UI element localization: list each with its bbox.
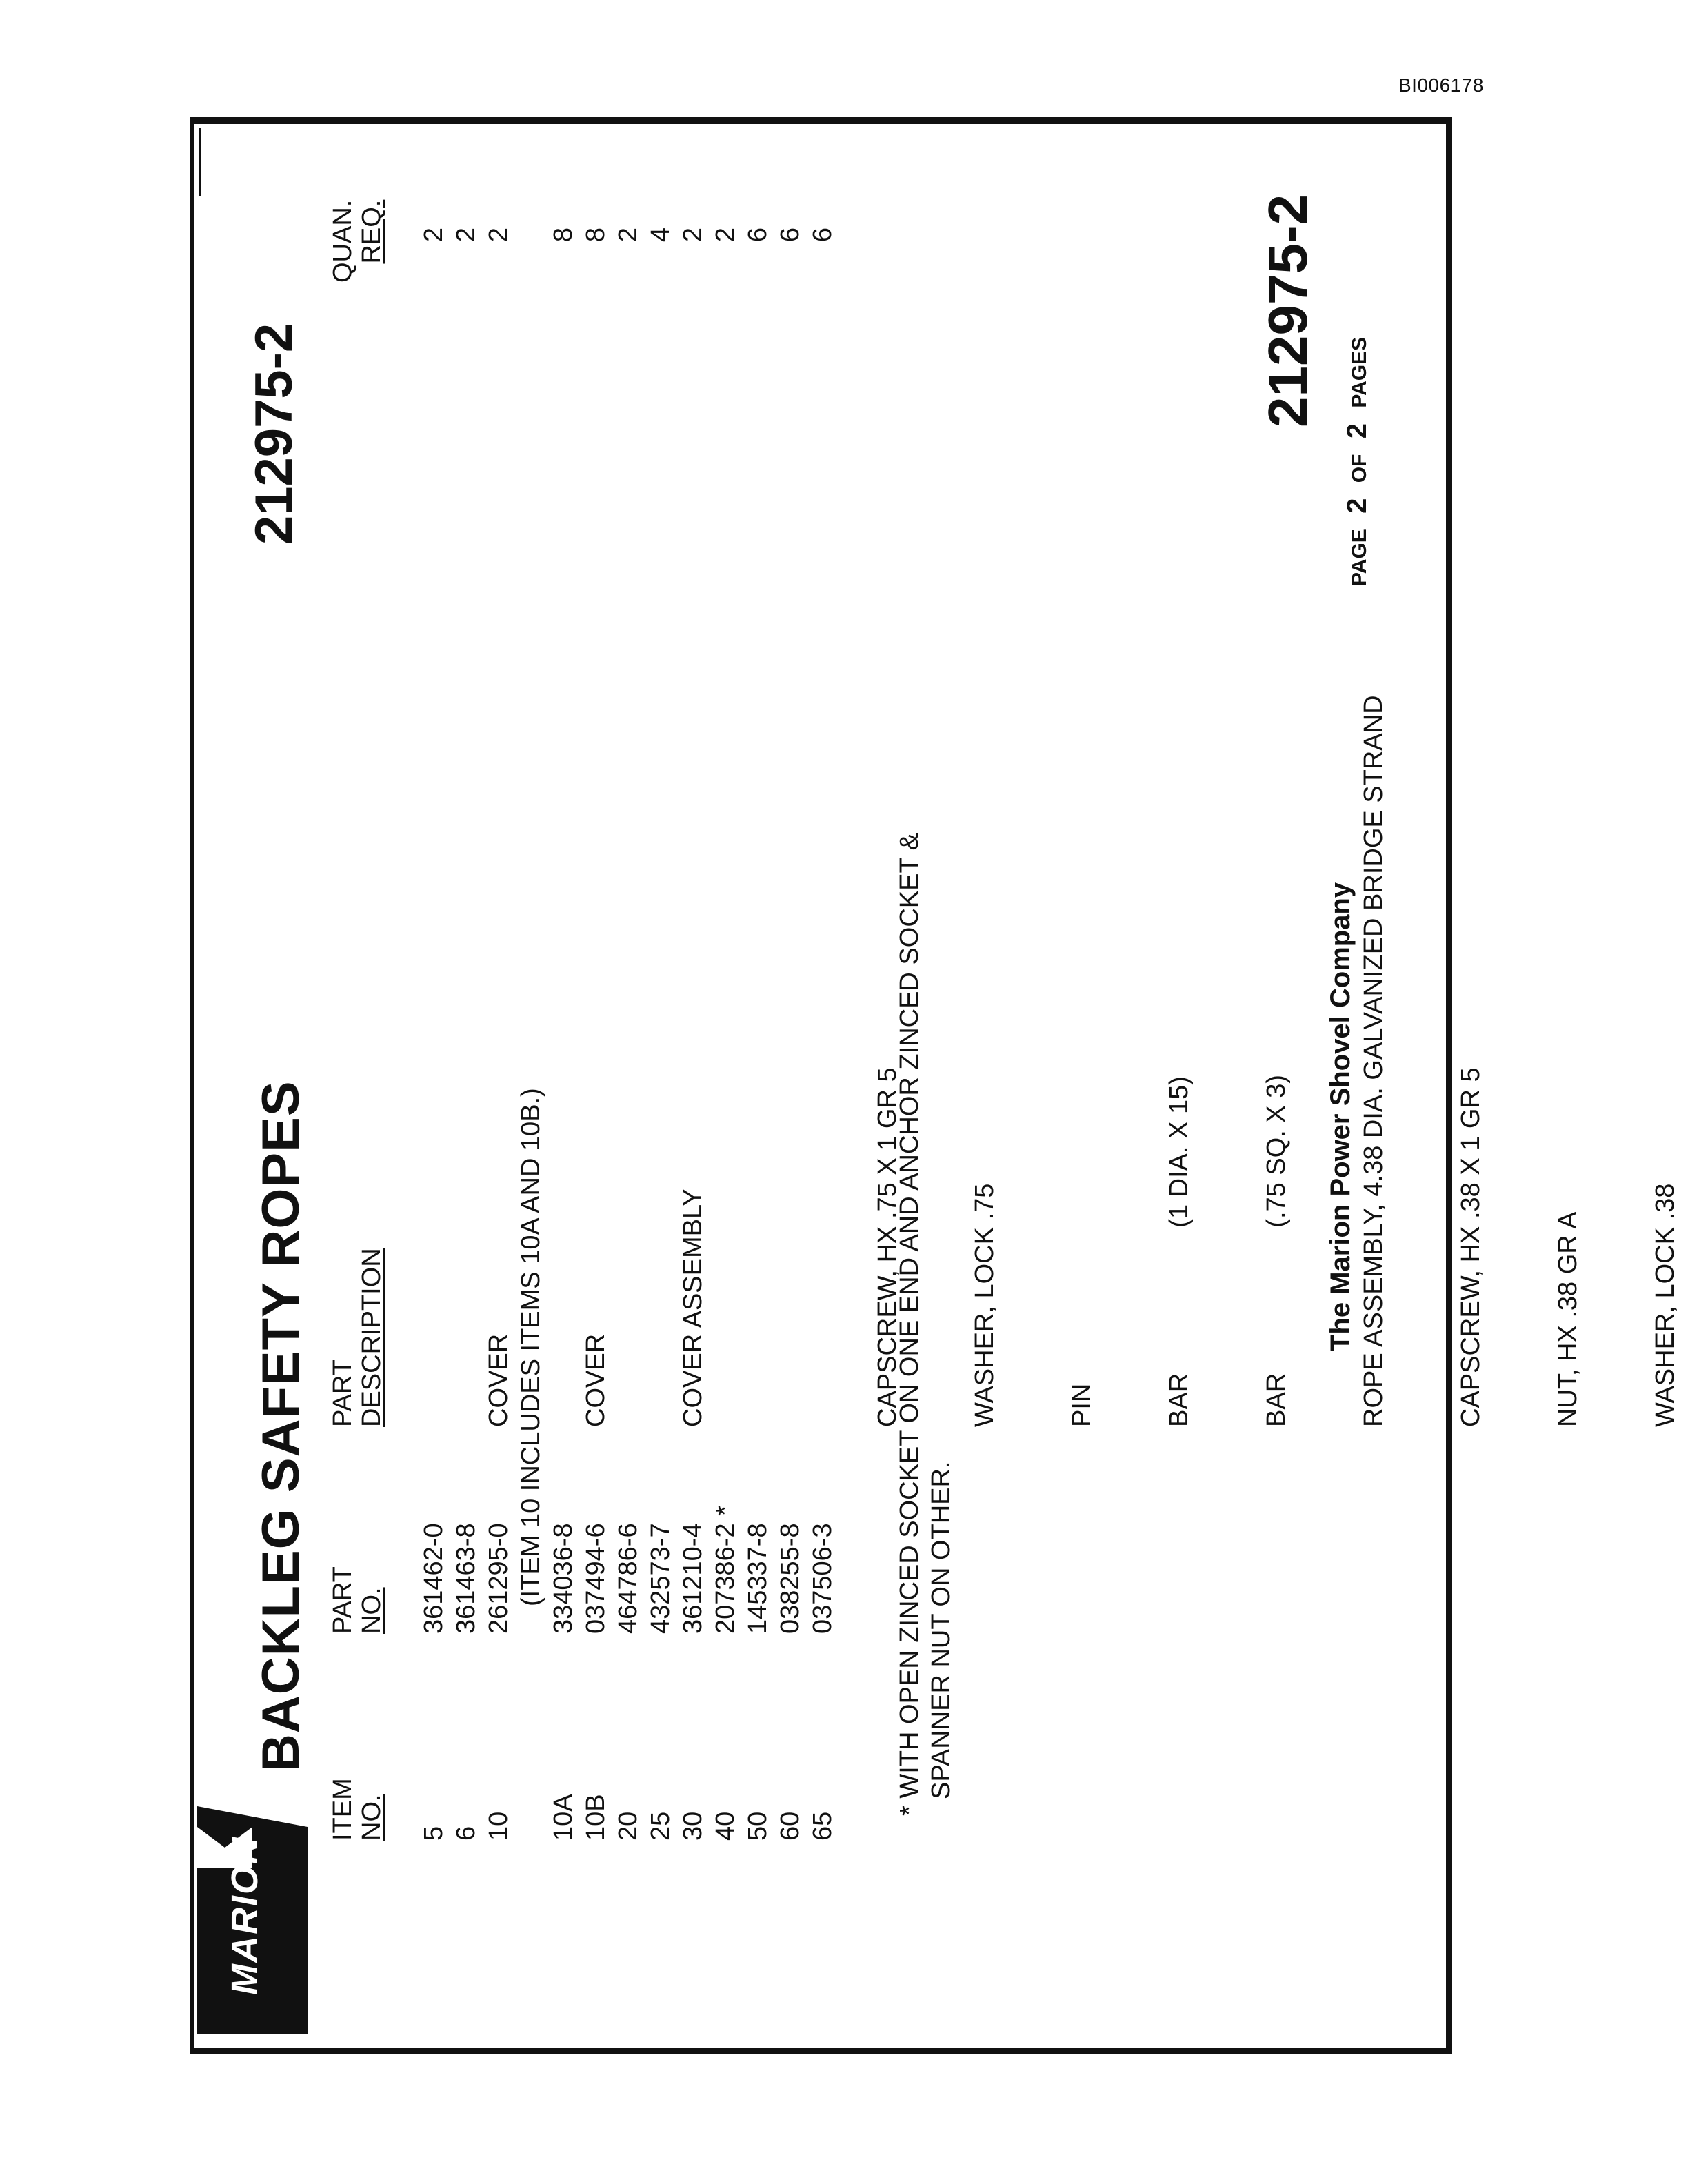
cell-desc: COVER ASSEMBLY — [679, 1189, 707, 1427]
cell-item: 6 — [452, 1826, 481, 1841]
cell-qty: 2 — [679, 228, 707, 243]
header-part-line1: PART — [328, 1566, 357, 1634]
cell-qty: 2 — [614, 228, 643, 243]
cell-qty: 8 — [549, 228, 578, 243]
pages-label: PAGES — [1348, 336, 1371, 408]
header-quan-line2: REQ. — [357, 199, 386, 264]
cell-desc — [774, 695, 807, 1427]
cell-item: 5 — [419, 1826, 448, 1841]
cell-part: 038255-8 — [776, 1523, 805, 1634]
cell-desc: CAPSCREW, HX .75 X 1 GR 5 — [873, 1067, 902, 1427]
doc-number-bottom: 212975-2 — [1257, 194, 1318, 427]
header-desc-line1: PART — [328, 1359, 357, 1427]
cell-qty: 8 — [581, 228, 610, 243]
header-part-line2: NO. — [357, 1587, 386, 1634]
cell-qty: 2 — [419, 228, 448, 243]
cell-qty — [515, 228, 547, 255]
footnote — [894, 833, 957, 1816]
cell-part: 207386-2 * — [711, 1506, 740, 1634]
cell-desc: WASHER, LOCK .38 — [1651, 1183, 1680, 1427]
cell-qty: 2 — [484, 228, 513, 243]
header-item-line1: ITEM — [328, 1778, 357, 1841]
page-title: BACKLEG SAFETY ROPES — [252, 1080, 310, 1772]
cell-desc: NUT, HX .38 GR A — [1554, 1211, 1582, 1427]
cell-item: 40 — [711, 1811, 740, 1841]
cell-part-note: (ITEM 10 INCLUDES ITEMS 10A AND 10B.) — [516, 1088, 545, 1606]
cell-desc: PIN — [1067, 1383, 1096, 1427]
header-desc-line2: DESCRIPTION — [357, 1248, 386, 1427]
footnote-line2: SPANNER NUT ON OTHER. — [927, 1461, 956, 1799]
cell-qty: 6 — [808, 228, 837, 243]
page-label: PAGE — [1348, 529, 1371, 586]
cell-item: 25 — [646, 1811, 675, 1841]
cell-qty: 2 — [711, 228, 740, 243]
cell-desc: COVER — [484, 1333, 513, 1427]
of-label: OF — [1348, 454, 1371, 483]
cell-item: 10 — [484, 1811, 513, 1841]
page-indicator — [1342, 337, 1373, 586]
cell-item — [515, 1794, 547, 1841]
footnote-line1: * WITH OPEN ZINCED SOCKET ON ONE END AND ANCHOR ZINCED SOCKET & — [895, 833, 924, 1816]
header-quantity — [328, 200, 386, 283]
cell-part: 334036-8 — [549, 1523, 578, 1634]
cell-desc: BAR (1 DIA. X 15) — [1165, 1076, 1194, 1427]
total-pages: 2 — [1342, 423, 1372, 439]
column-description — [418, 695, 1688, 1427]
header-part-no — [328, 1566, 386, 1634]
column-item-no — [418, 1794, 839, 1841]
doc-number-top: 212975-2 — [245, 323, 303, 545]
cell-part: 037506-3 — [808, 1523, 837, 1634]
cell-item: 50 — [743, 1811, 772, 1841]
cell-item: 10A — [549, 1794, 578, 1841]
header-description — [328, 1248, 386, 1427]
cell-item: 60 — [776, 1811, 805, 1841]
cell-desc: COVER — [581, 1333, 610, 1427]
cell-desc: BAR (.75 SQ. X 3) — [1262, 1074, 1291, 1427]
cell-qty: 6 — [776, 228, 805, 243]
cell-part: 464786-6 — [614, 1523, 643, 1634]
cell-part: 261295-0 — [484, 1523, 513, 1634]
header-quan-line1: QUAN. — [328, 199, 357, 283]
cell-part: 432573-7 — [646, 1523, 675, 1634]
cell-qty: 6 — [743, 228, 772, 243]
cell-desc: ROPE ASSEMBLY, 4.38 DIA. GALVANIZED BRIDGE STRAND — [1359, 695, 1388, 1427]
cell-item: 65 — [808, 1811, 837, 1841]
header-item-line2: NO. — [357, 1794, 386, 1841]
logo-text: MARION — [224, 1836, 265, 1995]
cell-qty: 2 — [452, 228, 481, 243]
page-number: 2 — [1342, 498, 1372, 514]
marion-logo — [197, 1806, 308, 2034]
cell-item: 10B — [581, 1794, 610, 1841]
cell-part: 361463-8 — [452, 1523, 481, 1634]
column-quantity — [418, 228, 839, 255]
parts-sheet — [197, 131, 1680, 2048]
cell-qty: 4 — [646, 228, 675, 243]
document-id: BI006178 — [1398, 74, 1484, 96]
cell-part: 037494-6 — [581, 1523, 610, 1634]
cell-desc: WASHER, LOCK .75 — [970, 1183, 999, 1427]
company-name: The Marion Power Shovel Company — [1325, 882, 1356, 1351]
cell-part: 361210-4 — [679, 1523, 707, 1634]
cell-item: 30 — [679, 1811, 707, 1841]
cell-item: 20 — [614, 1811, 643, 1841]
cell-part: 361462-0 — [419, 1523, 448, 1634]
cell-desc: CAPSCREW, HX .38 X 1 GR 5 — [1456, 1067, 1485, 1427]
header-item-no — [328, 1778, 386, 1841]
cell-part: 145337-8 — [743, 1523, 772, 1634]
